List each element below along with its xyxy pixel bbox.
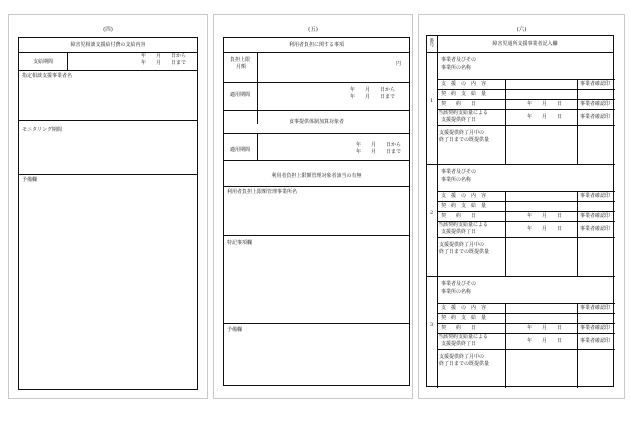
provider-name-label: 事業者及びその <box>441 281 477 287</box>
end-date-value: 年 月 日 <box>527 338 563 344</box>
number-column-header: 番号 <box>428 38 434 48</box>
section-header: 障害児相談支援給付費の支給内容 <box>70 42 146 48</box>
page-number: (五) <box>308 27 318 33</box>
apply-to: 年 月 日まで <box>350 94 396 100</box>
meal-apply-period-label: 適用期間 <box>230 147 251 153</box>
entry-number: 3 <box>430 322 434 328</box>
contract-amount-label: 契 約 支 給 量 <box>441 203 487 209</box>
confirm-seal-label: 事業者確認印 <box>580 193 611 199</box>
confirm-seal-label: 事業者確認印 <box>580 213 611 219</box>
reserve-label: 予備欄 <box>227 327 243 333</box>
end-date-value: 年 月 日 <box>527 226 563 232</box>
entry-number: 2 <box>430 210 434 216</box>
period-from: 年 月 日から <box>141 53 187 59</box>
confirm-seal-label: 事業者確認印 <box>580 338 611 344</box>
payment-period-label: 支給期間 <box>33 59 54 65</box>
end-date-label-2: 支援提供終了日 <box>441 117 477 123</box>
apply-from: 年 月 日から <box>350 87 396 93</box>
contract-date-label: 契 約 日 <box>441 101 477 107</box>
monitoring-period-label: モニタリング期間 <box>22 127 62 133</box>
confirm-seal-label: 事業者確認印 <box>580 101 611 107</box>
limit-label: 負担上限 <box>230 57 251 63</box>
end-date-label: 当該契約支給量による <box>438 334 489 340</box>
used-amount-label: 支援提供終了月中の <box>439 354 485 360</box>
sheet-page-5 <box>213 14 413 399</box>
sheet-page-4 <box>8 14 208 399</box>
special-notes-label: 特記事項欄 <box>227 240 253 246</box>
service-content-label: 支 援 の 内 容 <box>441 81 487 87</box>
page-number: (四) <box>103 27 113 33</box>
form-frame <box>223 37 410 386</box>
limit-management-provider-label: 利用者負担上限額管理事業所名 <box>227 189 298 195</box>
contract-amount-label: 契 約 支 給 量 <box>441 91 487 97</box>
form-frame <box>18 37 198 390</box>
contract-date-value: 年 月 日 <box>527 213 563 219</box>
used-amount-label: 支援提供終了月中の <box>439 130 485 136</box>
service-content-label: 支 援 の 内 容 <box>441 193 487 199</box>
provider-name-label-2: 事業所の名称 <box>441 289 472 295</box>
contract-date-value: 年 月 日 <box>527 101 563 107</box>
meal-to: 年 月 日まで <box>356 149 402 155</box>
confirm-seal-label: 事業者確認印 <box>580 325 611 331</box>
end-date-value: 年 月 日 <box>527 114 563 120</box>
apply-period-label: 適用期間 <box>230 92 251 98</box>
limit-management-header: 利用者負担上限額管理対象者該当の有無 <box>271 173 362 179</box>
section-header: 利用者負担に関する事項 <box>288 42 344 48</box>
provider-name-label-2: 事業所の名称 <box>441 177 472 183</box>
yen-unit: 円 <box>396 61 402 67</box>
meal-from: 年 月 日から <box>356 142 402 148</box>
used-amount-label: 支援提供終了月中の <box>439 242 485 248</box>
provider-name-label: 指定相談支援事業者名 <box>22 73 73 79</box>
used-amount-label-2: 終了日までの既提供量 <box>439 361 490 367</box>
limit-label-2: 月額 <box>236 64 247 70</box>
contract-date-value: 年 月 日 <box>527 325 563 331</box>
service-content-label: 支 援 の 内 容 <box>441 305 487 311</box>
end-date-label-2: 支援提供終了日 <box>441 341 477 347</box>
form-frame <box>426 35 614 387</box>
page-number: (六) <box>516 27 527 33</box>
contract-date-label: 契 約 日 <box>441 325 477 331</box>
provider-name-label: 事業者及びその <box>441 169 477 175</box>
reserve-label: 予備欄 <box>22 177 38 183</box>
period-to: 年 月 日まで <box>141 60 187 66</box>
entry-number: 1 <box>430 98 434 104</box>
confirm-seal-label: 事業者確認印 <box>580 305 611 311</box>
provider-name-label: 事業者及びその <box>441 57 477 63</box>
section-header: 障害児通所支援事業者記入欄 <box>492 41 558 47</box>
meal-support-header: 食事提供体制加算対象者 <box>288 119 344 125</box>
provider-name-label-2: 事業所の名称 <box>441 65 472 71</box>
contract-amount-label: 契 約 支 給 量 <box>441 315 487 321</box>
confirm-seal-label: 事業者確認印 <box>580 81 611 87</box>
confirm-seal-label: 事業者確認印 <box>580 226 611 232</box>
end-date-label-2: 支援提供終了日 <box>441 229 477 235</box>
sheet-page-6 <box>418 14 625 399</box>
confirm-seal-label: 事業者確認印 <box>580 114 611 120</box>
end-date-label: 当該契約支給量による <box>438 110 489 116</box>
provider-entry-block <box>427 36 615 388</box>
end-date-label: 当該契約支給量による <box>438 222 489 228</box>
used-amount-label-2: 終了日までの既提供量 <box>439 249 490 255</box>
used-amount-label-2: 終了日までの既提供量 <box>439 137 490 143</box>
contract-date-label: 契 約 日 <box>441 213 477 219</box>
